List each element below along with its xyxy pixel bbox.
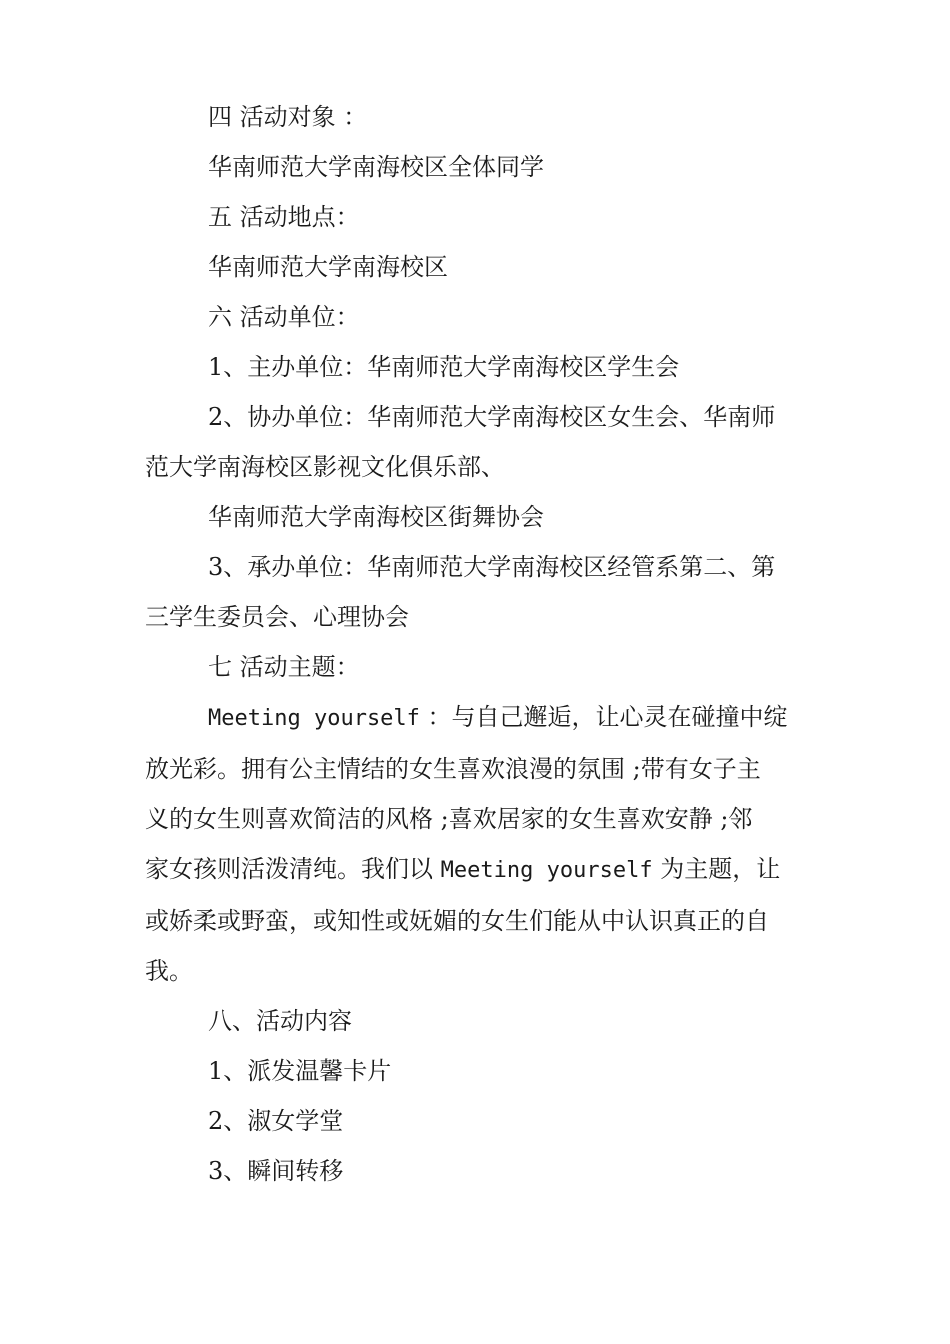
section-heading-content bbox=[145, 996, 810, 1046]
line-text: 八、活动内容 bbox=[208, 1007, 352, 1035]
line-text: 3、瞬间转移 bbox=[208, 1157, 344, 1185]
line-text: 1、派发温馨卡片 bbox=[208, 1057, 392, 1085]
list-item bbox=[145, 1146, 810, 1196]
line-text: 六 活动单位： bbox=[208, 303, 360, 331]
line-text: 或娇柔或野蛮，或知性或妩媚的女生们能从中认识真正的自 bbox=[145, 907, 769, 935]
line-text: 三学生委员会、心理协会 bbox=[145, 603, 409, 631]
paragraph bbox=[145, 492, 810, 542]
theme-paragraph-line bbox=[145, 744, 810, 794]
line-text: 七 活动主题： bbox=[208, 653, 360, 681]
theme-paragraph-line bbox=[145, 896, 810, 946]
list-item-continuation bbox=[145, 592, 810, 642]
list-item bbox=[145, 392, 810, 442]
line-text: Meeting yourself bbox=[208, 706, 420, 731]
line-text: 家女孩则活泼清纯。我们以 bbox=[145, 855, 441, 883]
list-item-continuation bbox=[145, 442, 810, 492]
line-text: 我。 bbox=[145, 957, 193, 985]
line-text: 1、主办单位：华南师范大学南海校区学生会 bbox=[208, 353, 680, 381]
line-text: 义的女生则喜欢简洁的风格 ;喜欢居家的女生喜欢安静 ;邻 bbox=[145, 805, 753, 833]
line-text: 3、承办单位：华南师范大学南海校区经管系第二、第 bbox=[208, 553, 776, 581]
list-item bbox=[145, 342, 810, 392]
paragraph bbox=[145, 242, 810, 292]
paragraph bbox=[145, 142, 810, 192]
list-item bbox=[145, 1046, 810, 1096]
section-heading-units bbox=[145, 292, 810, 342]
line-text: 华南师范大学南海校区 bbox=[208, 253, 448, 281]
theme-paragraph-line bbox=[145, 794, 810, 844]
line-text: Meeting yourself bbox=[440, 858, 653, 883]
section-heading-theme bbox=[145, 642, 810, 692]
line-text: 四 活动对象 ： bbox=[208, 103, 368, 131]
theme-paragraph-line bbox=[145, 844, 810, 896]
theme-paragraph-line bbox=[145, 946, 810, 996]
line-text: 范大学南海校区影视文化俱乐部、 bbox=[145, 453, 505, 481]
line-text: ：与自己邂逅，让心灵在碰撞中绽 bbox=[419, 703, 788, 731]
theme-paragraph-line bbox=[145, 692, 810, 744]
list-item bbox=[145, 542, 810, 592]
list-item bbox=[145, 1096, 810, 1146]
line-text: 华南师范大学南海校区街舞协会 bbox=[208, 503, 544, 531]
section-heading-target bbox=[145, 92, 810, 142]
line-text: 华南师范大学南海校区全体同学 bbox=[208, 153, 544, 181]
line-text: 2、协办单位：华南师范大学南海校区女生会、华南师 bbox=[208, 403, 776, 431]
line-text: 为主题，让 bbox=[652, 855, 781, 883]
line-text: 2、淑女学堂 bbox=[208, 1107, 344, 1135]
line-text: 放光彩。拥有公主情结的女生喜欢浪漫的氛围 ;带有女子主 bbox=[145, 755, 761, 783]
document-page bbox=[145, 92, 810, 1196]
line-text: 五 活动地点： bbox=[208, 203, 360, 231]
section-heading-location bbox=[145, 192, 810, 242]
